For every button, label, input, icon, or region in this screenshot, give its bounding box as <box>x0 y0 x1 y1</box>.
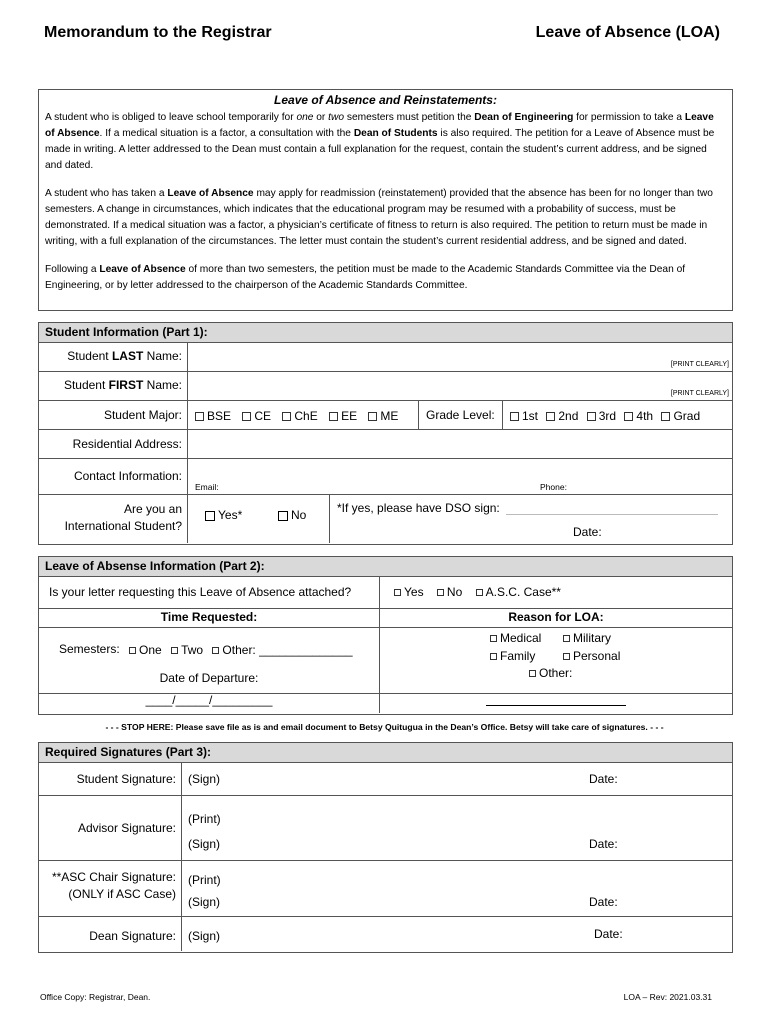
paragraph-text: may apply for readmission (reinstatement) provided that the absence has been for no longer than two semesters. A change in circumstances, which indicates that the educational program may be resumed with a probability of success, must be demonstrated. If a medical situation was a factor, a physician’s certificate of fitness to return is also required. The petition to return must be made in writing, with a full explanation of the circumstances. The letter must contain the student’s current residential address, and be signed and dated. <box>45 188 713 247</box>
intro-paragraph-2 <box>45 186 726 250</box>
reason-military[interactable]: Military <box>563 631 611 645</box>
major-option-ee[interactable]: EE <box>329 409 357 423</box>
first-name-label: Student FIRST Name: <box>63 378 182 392</box>
grade-options <box>510 408 700 423</box>
paragraph-text: of more than two semesters, the petition must be made to the Academic Standards Committee via the Dean of Engineering, or by letter addressed to the chairperson of the Academic Standards Committee. <box>45 264 686 291</box>
asc-date-label: Date: <box>589 895 618 909</box>
major-option-me[interactable]: ME <box>368 409 398 423</box>
letter-attached-asc-case[interactable]: A.S.C. Case** <box>476 585 561 599</box>
address-label: Residential Address: <box>72 437 182 451</box>
part3-title: Required Signatures (Part 3): <box>39 743 732 763</box>
semester-option-other[interactable]: Other: ______________ <box>212 643 352 657</box>
asc-print-field[interactable]: (Print) <box>188 873 221 887</box>
letter-attached-no[interactable]: No <box>437 585 462 599</box>
part1-section <box>38 322 733 545</box>
intro-paragraph-1 <box>45 110 726 174</box>
grade-option-2nd[interactable]: 2nd <box>546 409 578 423</box>
intro-box <box>38 89 733 311</box>
paragraph-text: is also required. The petition for a Leave of Absence must be made in writing. A letter addressed to the Dean must contain a full explanation for the request, contain the student’s current address, and be signed and dated. <box>45 128 715 171</box>
major-label: Student Major: <box>103 408 182 422</box>
print-clearly-note-2: [PRINT CLEARLY] <box>670 390 729 397</box>
semesters-label: Semesters: <box>59 642 120 656</box>
major-option-ce[interactable]: CE <box>242 409 271 423</box>
asc-sign-field[interactable]: (Sign) <box>188 895 221 909</box>
first-name-input[interactable] <box>189 373 730 399</box>
emphasis-bold-text: Leave of Absence <box>45 112 714 139</box>
intro-text <box>45 110 726 294</box>
reason-header: Reason for LOA: <box>508 610 604 624</box>
reason-medical[interactable]: Medical <box>490 631 541 645</box>
part1-title: Student Information (Part 1): <box>39 323 732 343</box>
major-options <box>195 408 398 423</box>
emphasis-bold-text: Dean of Engineering <box>474 112 574 123</box>
paragraph-text: or <box>313 112 329 123</box>
paragraph-text: A student who is obliged to leave school temporarily for <box>45 112 297 123</box>
intro-paragraph-3 <box>45 262 726 294</box>
phone-input[interactable] <box>579 460 729 492</box>
student-sign-field[interactable]: (Sign) <box>188 772 221 786</box>
contact-label: Contact Information: <box>73 469 182 483</box>
departure-label: Date of Departure: <box>159 671 259 685</box>
reason-other-line[interactable] <box>486 705 626 706</box>
emphasis-bold-text: Leave of Absence <box>99 264 186 275</box>
advisor-date-label: Date: <box>589 837 618 851</box>
letter-attached-question: Is your letter requesting this Leave of Absence attached? <box>49 585 352 599</box>
student-signature-label: Student Signature: <box>76 772 176 786</box>
major-option-che[interactable]: ChE <box>282 409 317 423</box>
dso-sign-label: *If yes, please have DSO sign: <box>337 501 500 515</box>
print-clearly-note-1: [PRINT CLEARLY] <box>670 361 729 368</box>
dean-signature-label: Dean Signature: <box>89 929 176 943</box>
email-input[interactable] <box>239 460 539 492</box>
form-title: Leave of Absence (LOA) <box>535 24 720 41</box>
grade-option-4th[interactable]: 4th <box>624 409 653 423</box>
part2-title: Leave of Absense Information (Part 2): <box>39 557 732 577</box>
letter-attached-options <box>394 584 561 599</box>
intro-title: Leave of Absence and Reinstatements: <box>274 93 497 107</box>
dean-date-label: Date: <box>594 927 623 941</box>
semester-option-one[interactable]: One <box>129 643 162 657</box>
paragraph-text: A student who has taken a <box>45 188 168 199</box>
emphasis-bold-text: Dean of Students <box>353 128 438 139</box>
dso-signature-line[interactable] <box>506 514 718 515</box>
paragraph-text: for permission to take a <box>573 112 685 123</box>
international-label: Are you an International Student? <box>64 502 182 533</box>
part3-section <box>38 742 733 953</box>
address-input[interactable] <box>189 431 730 457</box>
grade-option-grad[interactable]: Grad <box>661 409 700 423</box>
intl-yes-option[interactable]: Yes* <box>205 508 242 522</box>
email-label: Email: <box>195 482 219 492</box>
intl-no-option[interactable]: No <box>278 508 306 522</box>
last-name-label: Student LAST Name: <box>67 349 182 363</box>
departure-date-input[interactable]: ____/_____/_________ <box>145 693 273 707</box>
phone-label: Phone: <box>540 482 567 492</box>
reason-other[interactable]: Other: <box>529 666 572 680</box>
emphasis-italic-text: one <box>296 112 314 123</box>
major-option-bse[interactable]: BSE <box>195 409 231 423</box>
paragraph-text: Following a <box>45 264 100 275</box>
dso-date-label: Date: <box>573 525 602 539</box>
grade-level-label: Grade Level: <box>426 408 495 422</box>
advisor-sign-field[interactable]: (Sign) <box>188 837 221 851</box>
reason-family[interactable]: Family <box>490 649 535 663</box>
semester-option-two[interactable]: Two <box>171 643 203 657</box>
letter-attached-yes[interactable]: Yes <box>394 585 424 599</box>
asc-chair-signature-label: **ASC Chair Signature: (ONLY if ASC Case) <box>51 870 176 901</box>
paragraph-text: . If a medical situation is a factor, a consultation with the <box>99 128 354 139</box>
emphasis-bold-text: Leave of Absence <box>167 188 254 199</box>
grade-option-3rd[interactable]: 3rd <box>587 409 616 423</box>
memo-title: Memorandum to the Registrar <box>44 24 272 41</box>
time-requested-header: Time Requested: <box>160 610 258 624</box>
footer-revision: LOA – Rev: 2021.03.31 <box>623 992 712 1002</box>
stop-note: - - - STOP HERE: Please save file as is and email document to Betsy Quitugua in the Dean’s Office. Betsy will take care of signatures. - - - <box>105 722 664 732</box>
paragraph-text: semesters must petition the <box>344 112 475 123</box>
advisor-signature-label: Advisor Signature: <box>77 821 176 835</box>
footer-office-copy: Office Copy: Registrar, Dean. <box>40 992 151 1002</box>
dean-sign-field[interactable]: (Sign) <box>188 929 221 943</box>
last-name-input[interactable] <box>189 344 730 370</box>
reason-personal[interactable]: Personal <box>563 649 620 663</box>
student-date-label: Date: <box>589 772 618 786</box>
grade-option-1st[interactable]: 1st <box>510 409 538 423</box>
advisor-print-field[interactable]: (Print) <box>188 812 221 826</box>
semesters-row <box>59 642 353 657</box>
emphasis-italic-text: two <box>328 112 345 123</box>
part2-section <box>38 556 733 715</box>
